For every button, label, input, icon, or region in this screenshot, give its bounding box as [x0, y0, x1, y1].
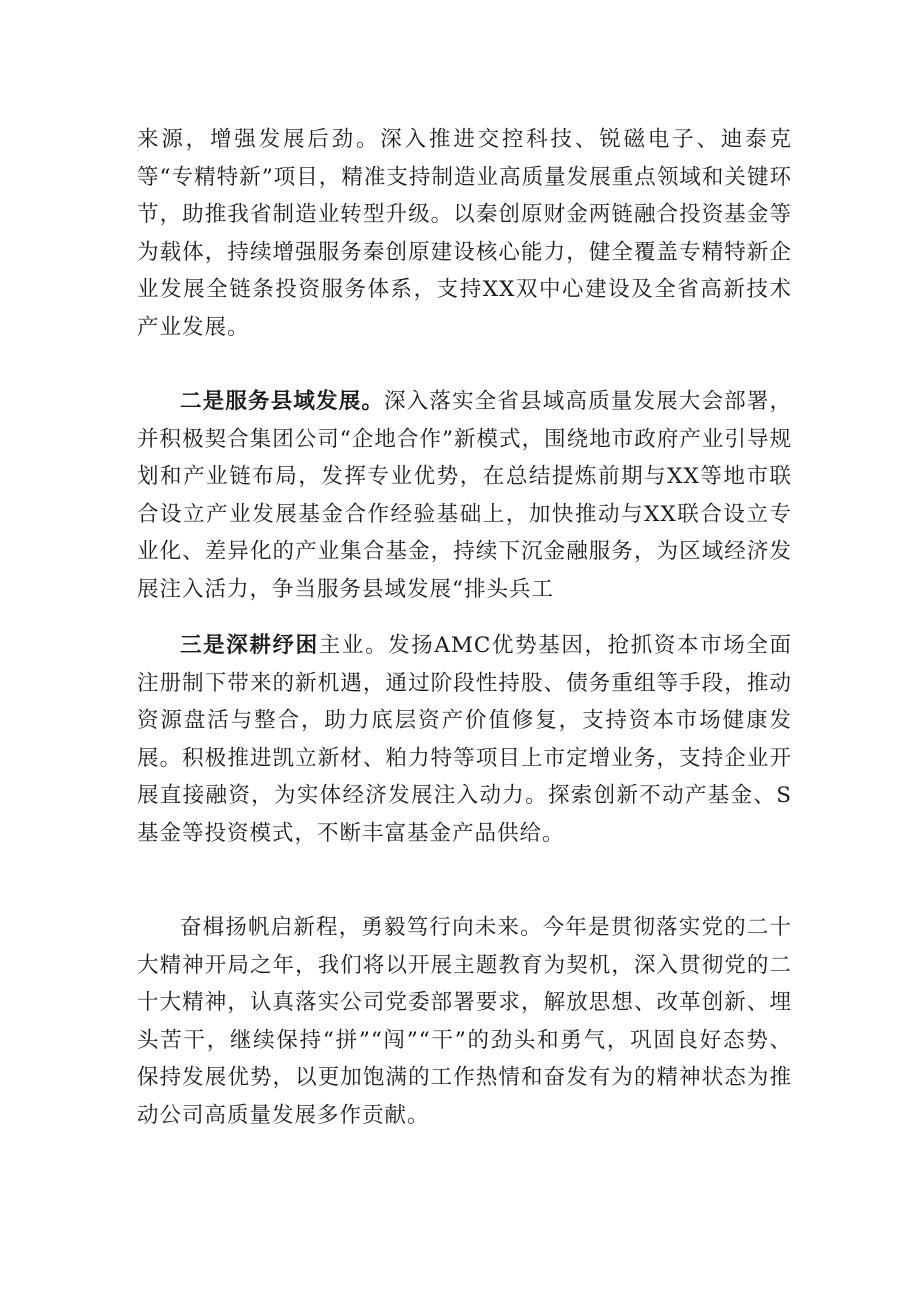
paragraph-2-heading: 二是服务县域发展。 [180, 389, 385, 414]
paragraph-conclusion [137, 909, 792, 1135]
paragraph-continuation [137, 121, 792, 347]
paragraph-3-text: 主业。发扬AMC优势基因，抢抓资本市场全面注册制下带来的新机遇，通过阶段性持股、债务重组等手段，推动资源盘活与整合，助力底层资产价值修复，支持资本市场健康发展。积极推进凯立新材、粕力特等项目上市定增业务，支持企业开展直接融资，为实体经济发展注入动力。探索创新不动产基金、S基金等投资模式，不断丰富基金产品供给。 [137, 633, 792, 846]
paragraph-1-text: 来源，增强发展后劲。深入推进交控科技、锐磁电子、迪泰克等“专精特新”项目，精准支持制造业高质量发展重点领域和关键环节，助推我省制造业转型升级。以秦创原财金两链融合投资基金等为载体，持续增强服务秦创原建设核心能力，健全覆盖专精特新企业发展全链条投资服务体系，支持XX双中心建设及全省高新技术产业发展。 [137, 127, 792, 340]
paragraph-2-text: 深入落实全省县域高质量发展大会部署，并积极契合集团公司“企地合作”新模式，围绕地市政府产业引导规划和产业链布局，发挥专业优势，在总结提炼前期与XX等地市联合设立产业发展基金合作经验基础上，加快推动与XX联合设立专业化、差异化的产业集合基金，持续下沉金融服务，为区域经济发展注入活力，争当服务县域发展“排头兵工 [137, 389, 792, 602]
paragraph-main-business [137, 627, 792, 853]
paragraph-3 [137, 627, 792, 853]
paragraph-4-text: 奋楫扬帆启新程，勇毅笃行向未来。今年是贯彻落实党的二十大精神开局之年，我们将以开展主题教育为契机，深入贯彻党的二十大精神，认真落实公司党委部署要求，解放思想、改革创新、埋头苦干，继续保持“拼”“闯”“干”的劲头和勇气，巩固良好态势、保持发展优势，以更加饱满的工作热情和奋发有为的精神状态为推动公司高质量发展多作贡献。 [137, 915, 792, 1128]
paragraph-county-development [137, 383, 792, 609]
paragraph-3-heading: 三是深耕纾困 [180, 633, 319, 658]
paragraph-2 [137, 383, 792, 609]
